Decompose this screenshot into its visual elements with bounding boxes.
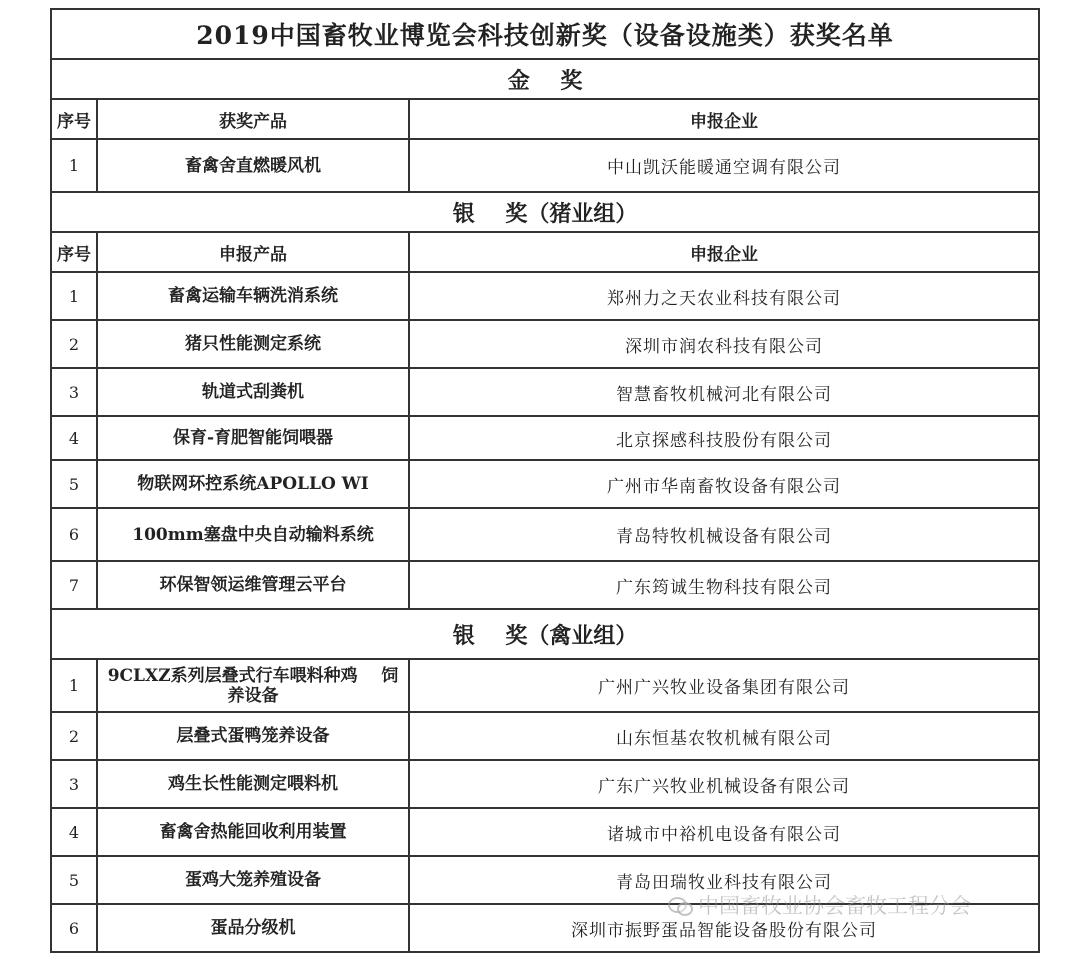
row-num: 5 bbox=[51, 856, 97, 904]
table-row bbox=[51, 712, 1039, 760]
row-num: 1 bbox=[51, 272, 97, 320]
table-row bbox=[51, 508, 1039, 561]
row-company: 青岛田瑞牧业科技有限公司 bbox=[409, 856, 1039, 904]
section-row-silver-poultry bbox=[51, 609, 1039, 659]
row-company: 山东恒基农牧机械有限公司 bbox=[409, 712, 1039, 760]
row-company: 深圳市振野蛋品智能设备股份有限公司 bbox=[409, 904, 1039, 952]
row-product: 猪只性能测定系统 bbox=[97, 320, 409, 368]
table-row bbox=[51, 460, 1039, 508]
section-row-silver-pig bbox=[51, 192, 1039, 232]
header-product: 获奖产品 bbox=[97, 99, 409, 139]
title-row bbox=[51, 9, 1039, 59]
row-company: 广东广兴牧业机械设备有限公司 bbox=[409, 760, 1039, 808]
row-num: 2 bbox=[51, 712, 97, 760]
row-num: 2 bbox=[51, 320, 97, 368]
table-row bbox=[51, 904, 1039, 952]
header-num: 序号 bbox=[51, 99, 97, 139]
row-num: 6 bbox=[51, 508, 97, 561]
row-company: 郑州力之天农业科技有限公司 bbox=[409, 272, 1039, 320]
row-num: 5 bbox=[51, 460, 97, 508]
section-title-gold: 金 奖 bbox=[51, 59, 1039, 99]
row-company: 广州广兴牧业设备集团有限公司 bbox=[409, 659, 1039, 712]
table-row bbox=[51, 659, 1039, 712]
table-row bbox=[51, 416, 1039, 460]
table-row bbox=[51, 368, 1039, 416]
table-row bbox=[51, 760, 1039, 808]
row-product: 畜禽舍直燃暖风机 bbox=[97, 139, 409, 192]
row-company: 深圳市润农科技有限公司 bbox=[409, 320, 1039, 368]
row-company: 智慧畜牧机械河北有限公司 bbox=[409, 368, 1039, 416]
header-num: 序号 bbox=[51, 232, 97, 272]
table-row bbox=[51, 561, 1039, 609]
row-product: 蛋鸡大笼养殖设备 bbox=[97, 856, 409, 904]
row-company: 广州市华南畜牧设备有限公司 bbox=[409, 460, 1039, 508]
section-row-gold bbox=[51, 59, 1039, 99]
row-num: 4 bbox=[51, 416, 97, 460]
table-row bbox=[51, 856, 1039, 904]
row-num: 7 bbox=[51, 561, 97, 609]
row-num: 6 bbox=[51, 904, 97, 952]
table-row bbox=[51, 320, 1039, 368]
row-num: 1 bbox=[51, 139, 97, 192]
row-company: 青岛特牧机械设备有限公司 bbox=[409, 508, 1039, 561]
row-product: 蛋品分级机 bbox=[97, 904, 409, 952]
section-title-silver-pig: 银 奖（猪业组） bbox=[51, 192, 1039, 232]
row-product: 鸡生长性能测定喂料机 bbox=[97, 760, 409, 808]
award-list-table bbox=[50, 8, 1040, 953]
header-product: 申报产品 bbox=[97, 232, 409, 272]
row-product: 保育-育肥智能饲喂器 bbox=[97, 416, 409, 460]
watermark-text: 中国畜牧业协会畜牧工程分会 bbox=[698, 894, 971, 918]
header-row-silver-pig bbox=[51, 232, 1039, 272]
document-title: 2019中国畜牧业博览会科技创新奖（设备设施类）获奖名单 bbox=[51, 9, 1039, 59]
table-row bbox=[51, 808, 1039, 856]
table-row bbox=[51, 139, 1039, 192]
row-product: 轨道式刮粪机 bbox=[97, 368, 409, 416]
row-num: 3 bbox=[51, 368, 97, 416]
row-product: 层叠式蛋鸭笼养设备 bbox=[97, 712, 409, 760]
row-company: 广东筠诚生物科技有限公司 bbox=[409, 561, 1039, 609]
row-num: 3 bbox=[51, 760, 97, 808]
row-company: 诸城市中裕机电设备有限公司 bbox=[409, 808, 1039, 856]
header-row-gold bbox=[51, 99, 1039, 139]
table-row bbox=[51, 272, 1039, 320]
section-title-silver-poultry: 银 奖（禽业组） bbox=[51, 609, 1039, 659]
row-product: 物联网环控系统APOLLO WI bbox=[97, 460, 409, 508]
header-company: 申报企业 bbox=[409, 232, 1039, 272]
row-num: 1 bbox=[51, 659, 97, 712]
row-product: 畜禽舍热能回收利用装置 bbox=[97, 808, 409, 856]
row-product: 环保智领运维管理云平台 bbox=[97, 561, 409, 609]
row-product: 畜禽运输车辆洗消系统 bbox=[97, 272, 409, 320]
row-num: 4 bbox=[51, 808, 97, 856]
row-product: 9CLXZ系列层叠式行车喂料种鸡 饲养设备 bbox=[97, 659, 409, 712]
row-product: 100mm塞盘中央自动输料系统 bbox=[97, 508, 409, 561]
row-company: 北京探感科技股份有限公司 bbox=[409, 416, 1039, 460]
header-company: 申报企业 bbox=[409, 99, 1039, 139]
row-company: 中山凯沃能暖通空调有限公司 bbox=[409, 139, 1039, 192]
